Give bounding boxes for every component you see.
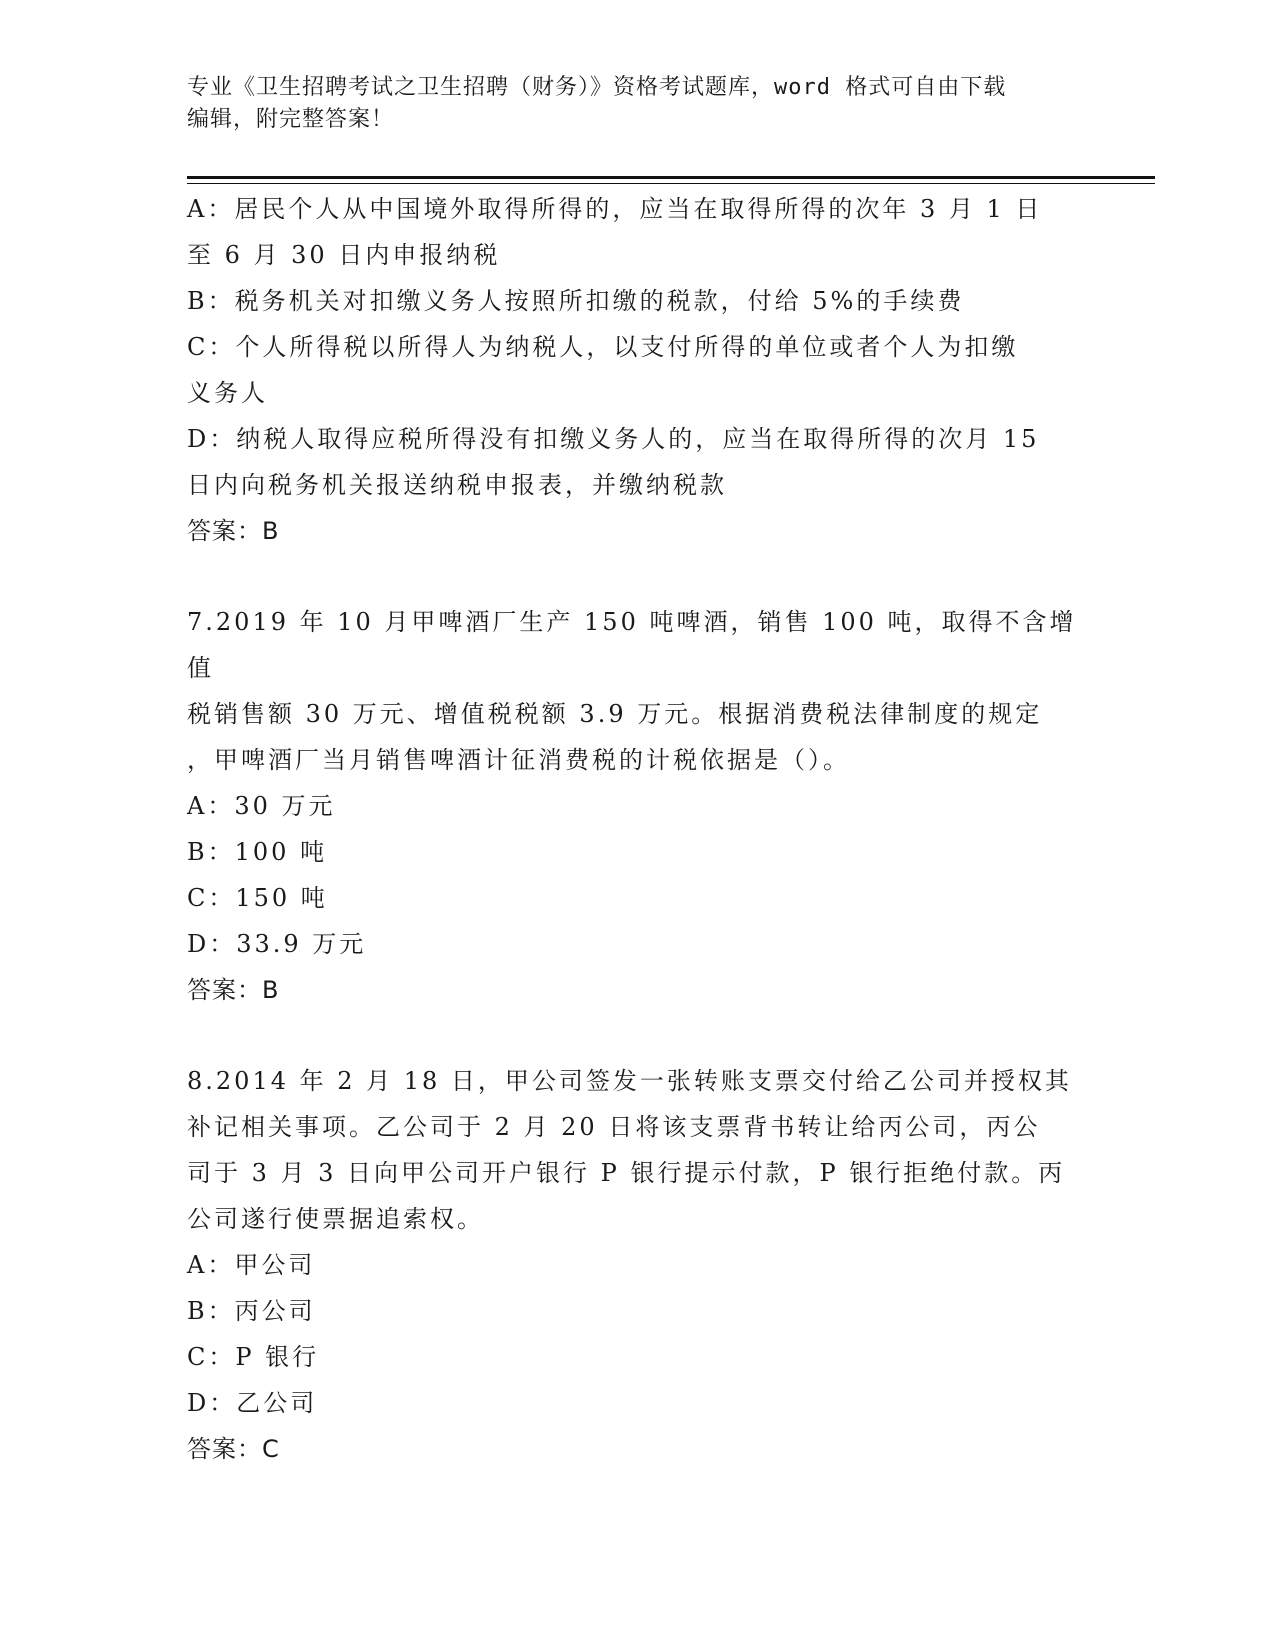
header-line-2: 编辑，附完整答案！ (187, 107, 395, 132)
q8-answer: 答案：C (187, 1435, 280, 1463)
q7-option-b: B：100 吨 (187, 838, 328, 866)
q7-stem-line-3: ，甲啤酒厂当月销售啤酒计征消费税的计税依据是（）。 (187, 746, 850, 774)
question-6-block (187, 186, 1087, 554)
q8-stem-line-3: 司于 3 月 3 日向甲公司开户银行 P 银行提示付款，P 银行拒绝付款。丙 (187, 1159, 1066, 1187)
q6-option-b: B：税务机关对扣缴义务人按照所扣缴的税款，付给 5%的手续费 (187, 287, 965, 315)
q8-option-d: D：乙公司 (187, 1389, 318, 1417)
q8-stem-line-2: 补记相关事项。乙公司于 2 月 20 日将该支票背书转让给丙公司，丙公 (187, 1113, 1041, 1141)
q8-option-b: B：丙公司 (187, 1297, 316, 1325)
q7-option-d: D：33.9 万元 (187, 930, 367, 958)
q6-option-c-line-2: 义务人 (187, 379, 268, 407)
q6-option-d-line-1: D：纳税人取得应税所得没有扣缴义务人的，应当在取得所得的次月 15 (187, 425, 1040, 453)
q6-option-a-line-1: A：居民个人从中国境外取得所得的，应当在取得所得的次年 3 月 1 日 (187, 195, 1043, 223)
q7-option-a: A：30 万元 (187, 792, 336, 820)
header-line-1: 专业《卫生招聘考试之卫生招聘（财务）》资格考试题库，word 格式可自由下载 (187, 75, 1007, 100)
q6-answer: 答案：B (187, 517, 280, 545)
q6-option-a-line-2: 至 6 月 30 日内申报纳税 (187, 241, 501, 269)
document-header (187, 72, 1067, 136)
section-gap (187, 554, 1087, 599)
q6-option-d-line-2: 日内向税务机关报送纳税申报表，并缴纳税款 (187, 471, 727, 499)
question-8-block (187, 1058, 1087, 1472)
header-divider-thick (187, 176, 1155, 179)
section-gap (187, 1013, 1087, 1058)
q7-stem-line-1: 7.2019 年 10 月甲啤酒厂生产 150 吨啤酒，销售 100 吨，取得不含增值 (187, 608, 1077, 682)
question-7-block (187, 599, 1087, 1013)
q6-option-c-line-1: C：个人所得税以所得人为纳税人，以支付所得的单位或者个人为扣缴 (187, 333, 1019, 361)
header-divider-thin (187, 183, 1155, 184)
q8-stem-line-4: 公司遂行使票据追索权。 (187, 1205, 484, 1233)
q7-answer: 答案：B (187, 976, 280, 1004)
q8-option-a: A：甲公司 (187, 1251, 316, 1279)
q7-option-c: C：150 吨 (187, 884, 328, 912)
document-body (187, 186, 1087, 1472)
q8-stem-line-1: 8.2014 年 2 月 18 日，甲公司签发一张转账支票交付给乙公司并授权其 (187, 1067, 1072, 1095)
q7-stem-line-2: 税销售额 30 万元、增值税税额 3.9 万元。根据消费税法律制度的规定 (187, 700, 1043, 728)
q8-option-c: C：P 银行 (187, 1343, 320, 1371)
